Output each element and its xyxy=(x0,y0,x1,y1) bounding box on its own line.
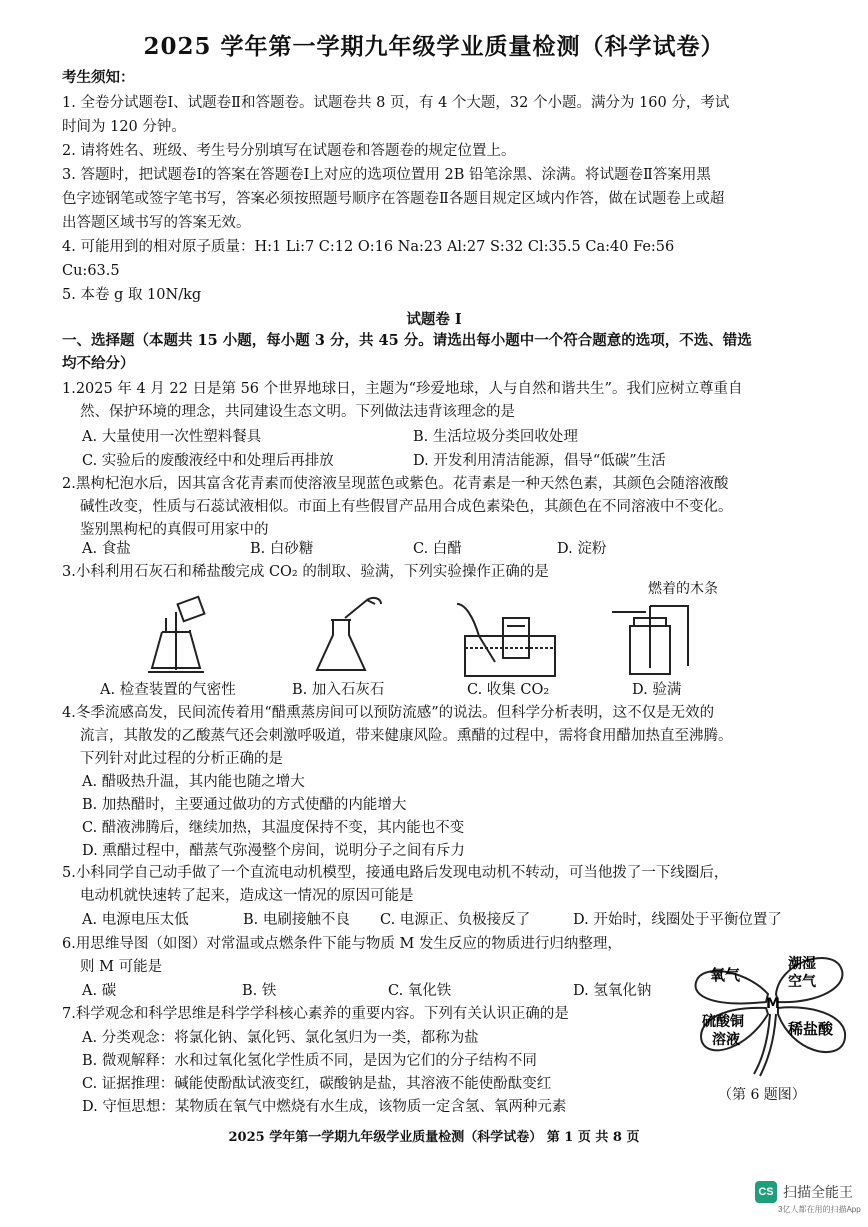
page-title: 2025 学年第一学期九年级学业质量检测（科学试卷） xyxy=(143,33,725,60)
notice-line: Cu:63.5 xyxy=(62,263,120,279)
question-3-option-d: D. 验满 xyxy=(632,682,682,698)
notice-line: 1. 全卷分试题卷Ⅰ、试题卷Ⅱ和答题卷。试题卷共 8 页，有 4 个大题，32 个小题。满分为 160 分，考试 xyxy=(62,95,730,111)
camscanner-tagline: 3亿人都在用的扫描App xyxy=(778,1205,861,1214)
question-5-option-d: D. 开始时，线圈处于平衡位置了 xyxy=(573,912,782,928)
question-4-stem: 流言，其散发的乙酸蒸气还会刺激呼吸道，带来健康风险。熏醋的过程中，需将食用醋加热直至沸腾。 xyxy=(80,728,733,744)
notice-line: 时间为 120 分钟。 xyxy=(62,119,186,135)
clover-moist: 潮湿 xyxy=(788,956,816,972)
part-heading: 一、选择题（本题共 15 小题，每小题 3 分，共 45 分。请选出每小题中一个符合题意的选项，不选、错选 xyxy=(62,332,752,349)
question-7-option-b: B. 微观解释：水和过氧化氢化学性质不同，是因为它们的分子结构不同 xyxy=(82,1053,537,1069)
question-4-stem: 4.冬季流感高发，民间流传着用“醋熏蒸房间可以预防流感”的说法。但科学分析表明，这不仅是无效的 xyxy=(62,705,715,721)
question-6-stem: 6.用思维导图（如图）对常温或点燃条件下能与物质 M 发生反应的物质进行归纳整理， xyxy=(62,936,622,952)
question-2-stem: 2.黑枸杞泡水后，因其富含花青素而使溶液呈现蓝色或紫色。花青素是一种天然色素，其颜色会随溶液酸 xyxy=(62,476,729,492)
question-5-option-c: C. 电源正、负极接反了 xyxy=(380,912,531,928)
notice-line: 色字迹钢笔或签字笔书写，答案必须按照题号顺序在答题卷Ⅱ各题目规定区域内作答，做在试题卷上或超 xyxy=(62,191,725,207)
camscanner-logo-icon: CS xyxy=(755,1181,777,1203)
notice-line: 5. 本卷 g 取 10N/kg xyxy=(62,287,202,303)
clover-copper-sulfate: 硫酸铜 xyxy=(702,1014,744,1030)
question-4-option-b: B. 加热醋时，主要通过做功的方式使醋的内能增大 xyxy=(82,797,407,813)
notice-line: 3. 答题时，把试题卷Ⅰ的答案在答题卷Ⅰ上对应的选项位置用 2B 铅笔涂黑、涂满。将试题卷Ⅱ答案用黑 xyxy=(62,167,711,183)
question-2-option-b: B. 白砂糖 xyxy=(250,541,314,557)
question-1-option-a: A. 大量使用一次性塑料餐具 xyxy=(82,429,262,445)
question-7-stem: 7.科学观念和科学思维是科学学科核心素养的重要内容。下列有关认识正确的是 xyxy=(62,1006,569,1022)
question-5-stem: 5.小科同学自己动手做了一个直流电动机模型，接通电路后发现电动机不转动，可当他拨了一下线圈后， xyxy=(62,865,729,881)
notice-heading: 考生须知： xyxy=(62,69,135,86)
question-6-option-b: B. 铁 xyxy=(242,983,277,999)
question-4-option-a: A. 醋吸热升温，其内能也随之增大 xyxy=(82,774,305,790)
clover-solution: 溶液 xyxy=(712,1032,740,1048)
figure-6-caption: （第 6 题图） xyxy=(718,1087,806,1103)
fig-b-add-limestone xyxy=(305,590,415,680)
question-6-option-a: A. 碳 xyxy=(82,983,117,999)
question-7-option-c: C. 证据推理：碱能使酚酞试液变红，碳酸钠是盐，其溶液不能使酚酞变红 xyxy=(82,1076,552,1092)
page-footer: 2025 学年第一学期九年级学业质量检测（科学试卷） 第 1 页 共 8 页 xyxy=(228,1130,640,1145)
question-1-option-d: D. 开发利用清洁能源，倡导“低碳”生活 xyxy=(413,453,666,469)
fig-d-check-full xyxy=(610,596,720,682)
question-1-option-c: C. 实验后的废酸液经中和处理后再排放 xyxy=(82,453,334,469)
question-2-option-d: D. 淀粉 xyxy=(557,541,607,557)
question-2-option-a: A. 食盐 xyxy=(82,541,131,557)
question-2-stem: 碱性改变，性质与石蕊试液相似。市面上有些假冒产品用合成色素染色，其颜色在不同溶液中不变化。 xyxy=(80,499,733,515)
question-5-stem: 电动机就快速转了起来，造成这一情况的原因可能是 xyxy=(80,888,414,904)
question-4-option-c: C. 醋液沸腾后，继续加热，其温度保持不变，其内能也不变 xyxy=(82,820,465,836)
section-title: 试题卷 Ⅰ xyxy=(406,311,462,328)
question-1-stem: 1.2025 年 4 月 22 日是第 56 个世界地球日，主题为“珍爱地球，人与自然和谐共生”。我们应树立尊重自 xyxy=(62,381,743,397)
question-5-option-a: A. 电源电压太低 xyxy=(82,912,189,928)
fig-c-collect-co2 xyxy=(455,596,565,682)
notice-line: 2. 请将姓名、班级、考生号分别填写在试题卷和答题卷的规定位置上。 xyxy=(62,143,516,159)
question-5-option-b: B. 电刷接触不良 xyxy=(243,912,350,928)
notice-line: 4. 可能用到的相对原子质量：H:1 Li:7 C:12 O:16 Na:23 Al:27 S:32 Cl:35.5 Ca:40 Fe:56 xyxy=(62,239,675,255)
question-6-stem: 则 M 可能是 xyxy=(80,959,163,975)
question-2-option-c: C. 白醋 xyxy=(413,541,462,557)
question-6-option-d: D. 氢氧化钠 xyxy=(573,983,652,999)
question-7-option-a: A. 分类观念：将氯化钠、氯化钙、氯化氢归为一类，都称为盐 xyxy=(82,1030,479,1046)
question-1-stem: 然、保护环境的理念，共同建设生态文明。下列做法违背该理念的是 xyxy=(80,404,515,420)
question-6-option-c: C. 氧化铁 xyxy=(388,983,452,999)
clover-air: 空气 xyxy=(788,974,816,990)
clover-mind-map xyxy=(688,942,858,1082)
question-3-option-b: B. 加入石灰石 xyxy=(292,682,385,698)
clover-oxygen: 氧气 xyxy=(710,966,741,984)
hand-icon xyxy=(178,597,205,621)
part-heading: 均不给分） xyxy=(62,355,135,372)
burning-splint-label: 燃着的木条 xyxy=(648,581,718,597)
fig-a-airtightness-check xyxy=(140,590,250,680)
camscanner-watermark xyxy=(755,1181,853,1203)
question-4-option-d: D. 熏醋过程中，醋蒸气弥漫整个房间，说明分子之间有斥力 xyxy=(82,843,465,859)
question-4-stem: 下列针对此过程的分析正确的是 xyxy=(80,751,283,767)
clover-dilute-hcl: 稀盐酸 xyxy=(788,1020,834,1038)
camscanner-name: 扫描全能王 xyxy=(783,1184,853,1200)
question-3-stem: 3.小科利用石灰石和稀盐酸完成 CO₂ 的制取、验满，下列实验操作正确的是 xyxy=(62,564,549,580)
question-3-option-c: C. 收集 CO₂ xyxy=(467,682,550,698)
notice-line: 出答题区域书写的答案无效。 xyxy=(62,215,251,231)
question-7-option-d: D. 守恒思想：某物质在氧气中燃烧有水生成，该物质一定含氢、氧两种元素 xyxy=(82,1099,567,1115)
question-2-stem: 鉴别黑枸杞的真假可用家中的 xyxy=(80,522,269,538)
question-1-option-b: B. 生活垃圾分类回收处理 xyxy=(413,429,578,445)
question-3-option-a: A. 检查装置的气密性 xyxy=(100,682,236,698)
clover-center-m: M xyxy=(766,996,780,1012)
